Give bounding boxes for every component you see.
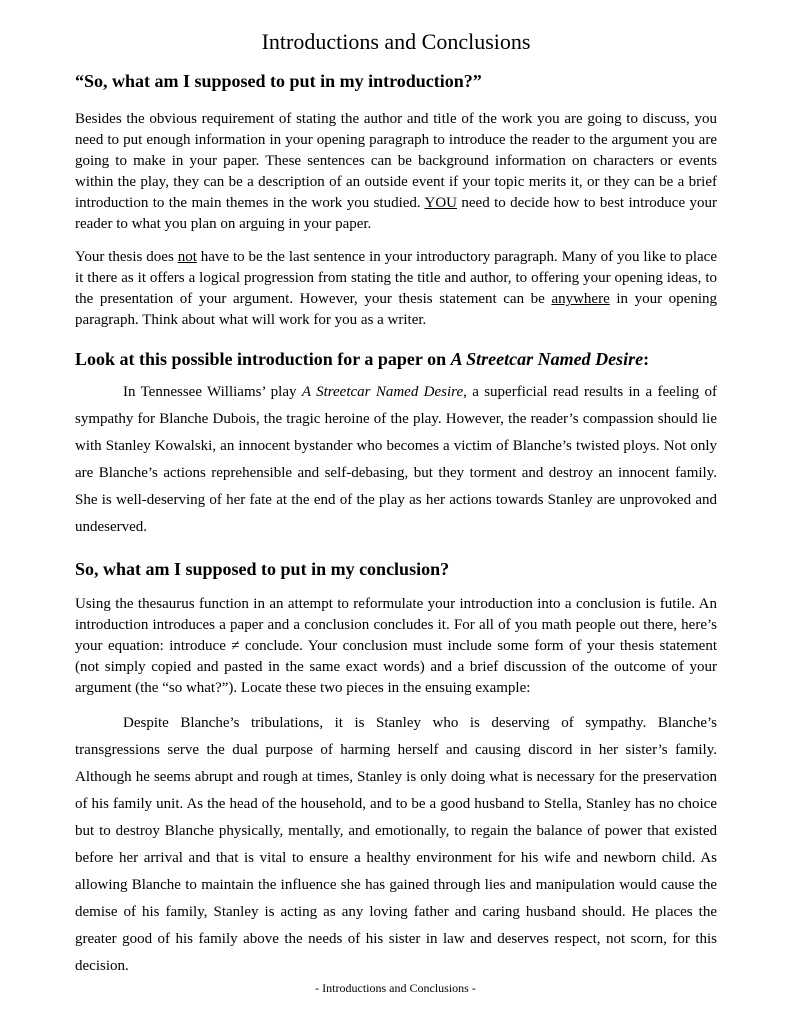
underlined-word: YOU [424,195,457,211]
text-run: In Tennessee Williams’ play [123,384,302,400]
intro-paragraph-2 [75,247,717,331]
document-page [75,22,717,980]
text-run: , a superficial read results in a feeling of sympathy for Blanche Dubois, the tragic heroine of the play. However, the reader’s compassion should lie with Stanley Kowalski, an innocent bystander who becomes a victim of Blanche’s twisted ploys. Not only are Blanche’s actions reprehensible and self-debasing, but they torment and destroy an innocent family. She is well-deserving of her fate at the end of the play as her actions towards Stanley are unprovoked and undeserved. [75,384,717,535]
section-heading-conclusion: So, what am I supposed to put in my conclusion? [75,559,450,579]
text-run: in your opening paragraph. Think about what will work for you as a writer. [75,291,717,328]
underlined-word: anywhere [551,291,610,307]
section-heading-example-introduction [75,348,717,370]
underlined-word: not [177,249,197,265]
intro-paragraph-1 [75,109,717,235]
italic-title: A Streetcar Named Desire [450,349,644,369]
italic-title: A Streetcar Named Desire [301,384,464,400]
text-run: Besides the obvious requirement of stating the author and title of the work you are going to discuss, you need to put enough information in your opening paragraph to introduce the reader to the argument you are going to make in your paper. These sentences can be background information on characters or events within the play, they can be a description of an outside event if your topic merits it, or they can be a brief introduction to the main themes in the work you studied. [75,111,717,211]
page-title: Introductions and Conclusions [261,29,531,54]
example-introduction-paragraph [75,379,717,541]
example-conclusion-paragraph: Despite Blanche’s tribulations, it is Stanley who is deserving of sympathy. Blanche’s transgressions serve the dual purpose of harming herself and causing discord in her sister’s family. Although he seems abrupt and rough at times, Stanley is only doing what is necessary for the preservation of his family unit. As the head of the household, and to be a good husband to Stella, Stanley has no choice but to destroy Blanche physically, mentally, and emotionally, to regain the balance of power that existed before her arrival and that is vital to ensure a healthy environment for his wife and newborn child. As allowing Blanche to maintain the influence she has gained through lies and manipulation would cause the demise of his family, Stanley is acting as any loving father and caring husband should. He places the greater good of his family above the needs of his sister in law and deserves respect, not scorn, for this decision. [75,715,717,974]
page-footer: - Introductions and Conclusions - [315,981,476,995]
section-heading-introduction: “So, what am I supposed to put in my introduction?” [75,71,482,91]
text-run: need to decide how to best introduce your reader to what you plan on arguing in your paper. [75,195,718,232]
text-run: have to be the last sentence in your introductory paragraph. Many of you like to place it there as it offers a logical progression from stating the title and author, to offering your opening ideas, to the presentation of your argument. However, your thesis statement can be [75,249,717,307]
text-run: Your thesis does [75,249,178,265]
text-run: Look at this possible introduction for a paper on [75,349,451,369]
text-run: : [643,349,650,369]
conclusion-paragraph-1: Using the thesaurus function in an attempt to reformulate your introduction into a conclusion is futile. An introduction introduces a paper and a conclusion concludes it. For all of you math people out there, here’s your equation: introduce ≠ conclude. Your conclusion must include some form of your thesis statement (not simply copied and pasted in the same exact words) and a brief discussion of the outcome of your argument (the “so what?”). Locate these two pieces in the ensuing example: [75,596,717,696]
